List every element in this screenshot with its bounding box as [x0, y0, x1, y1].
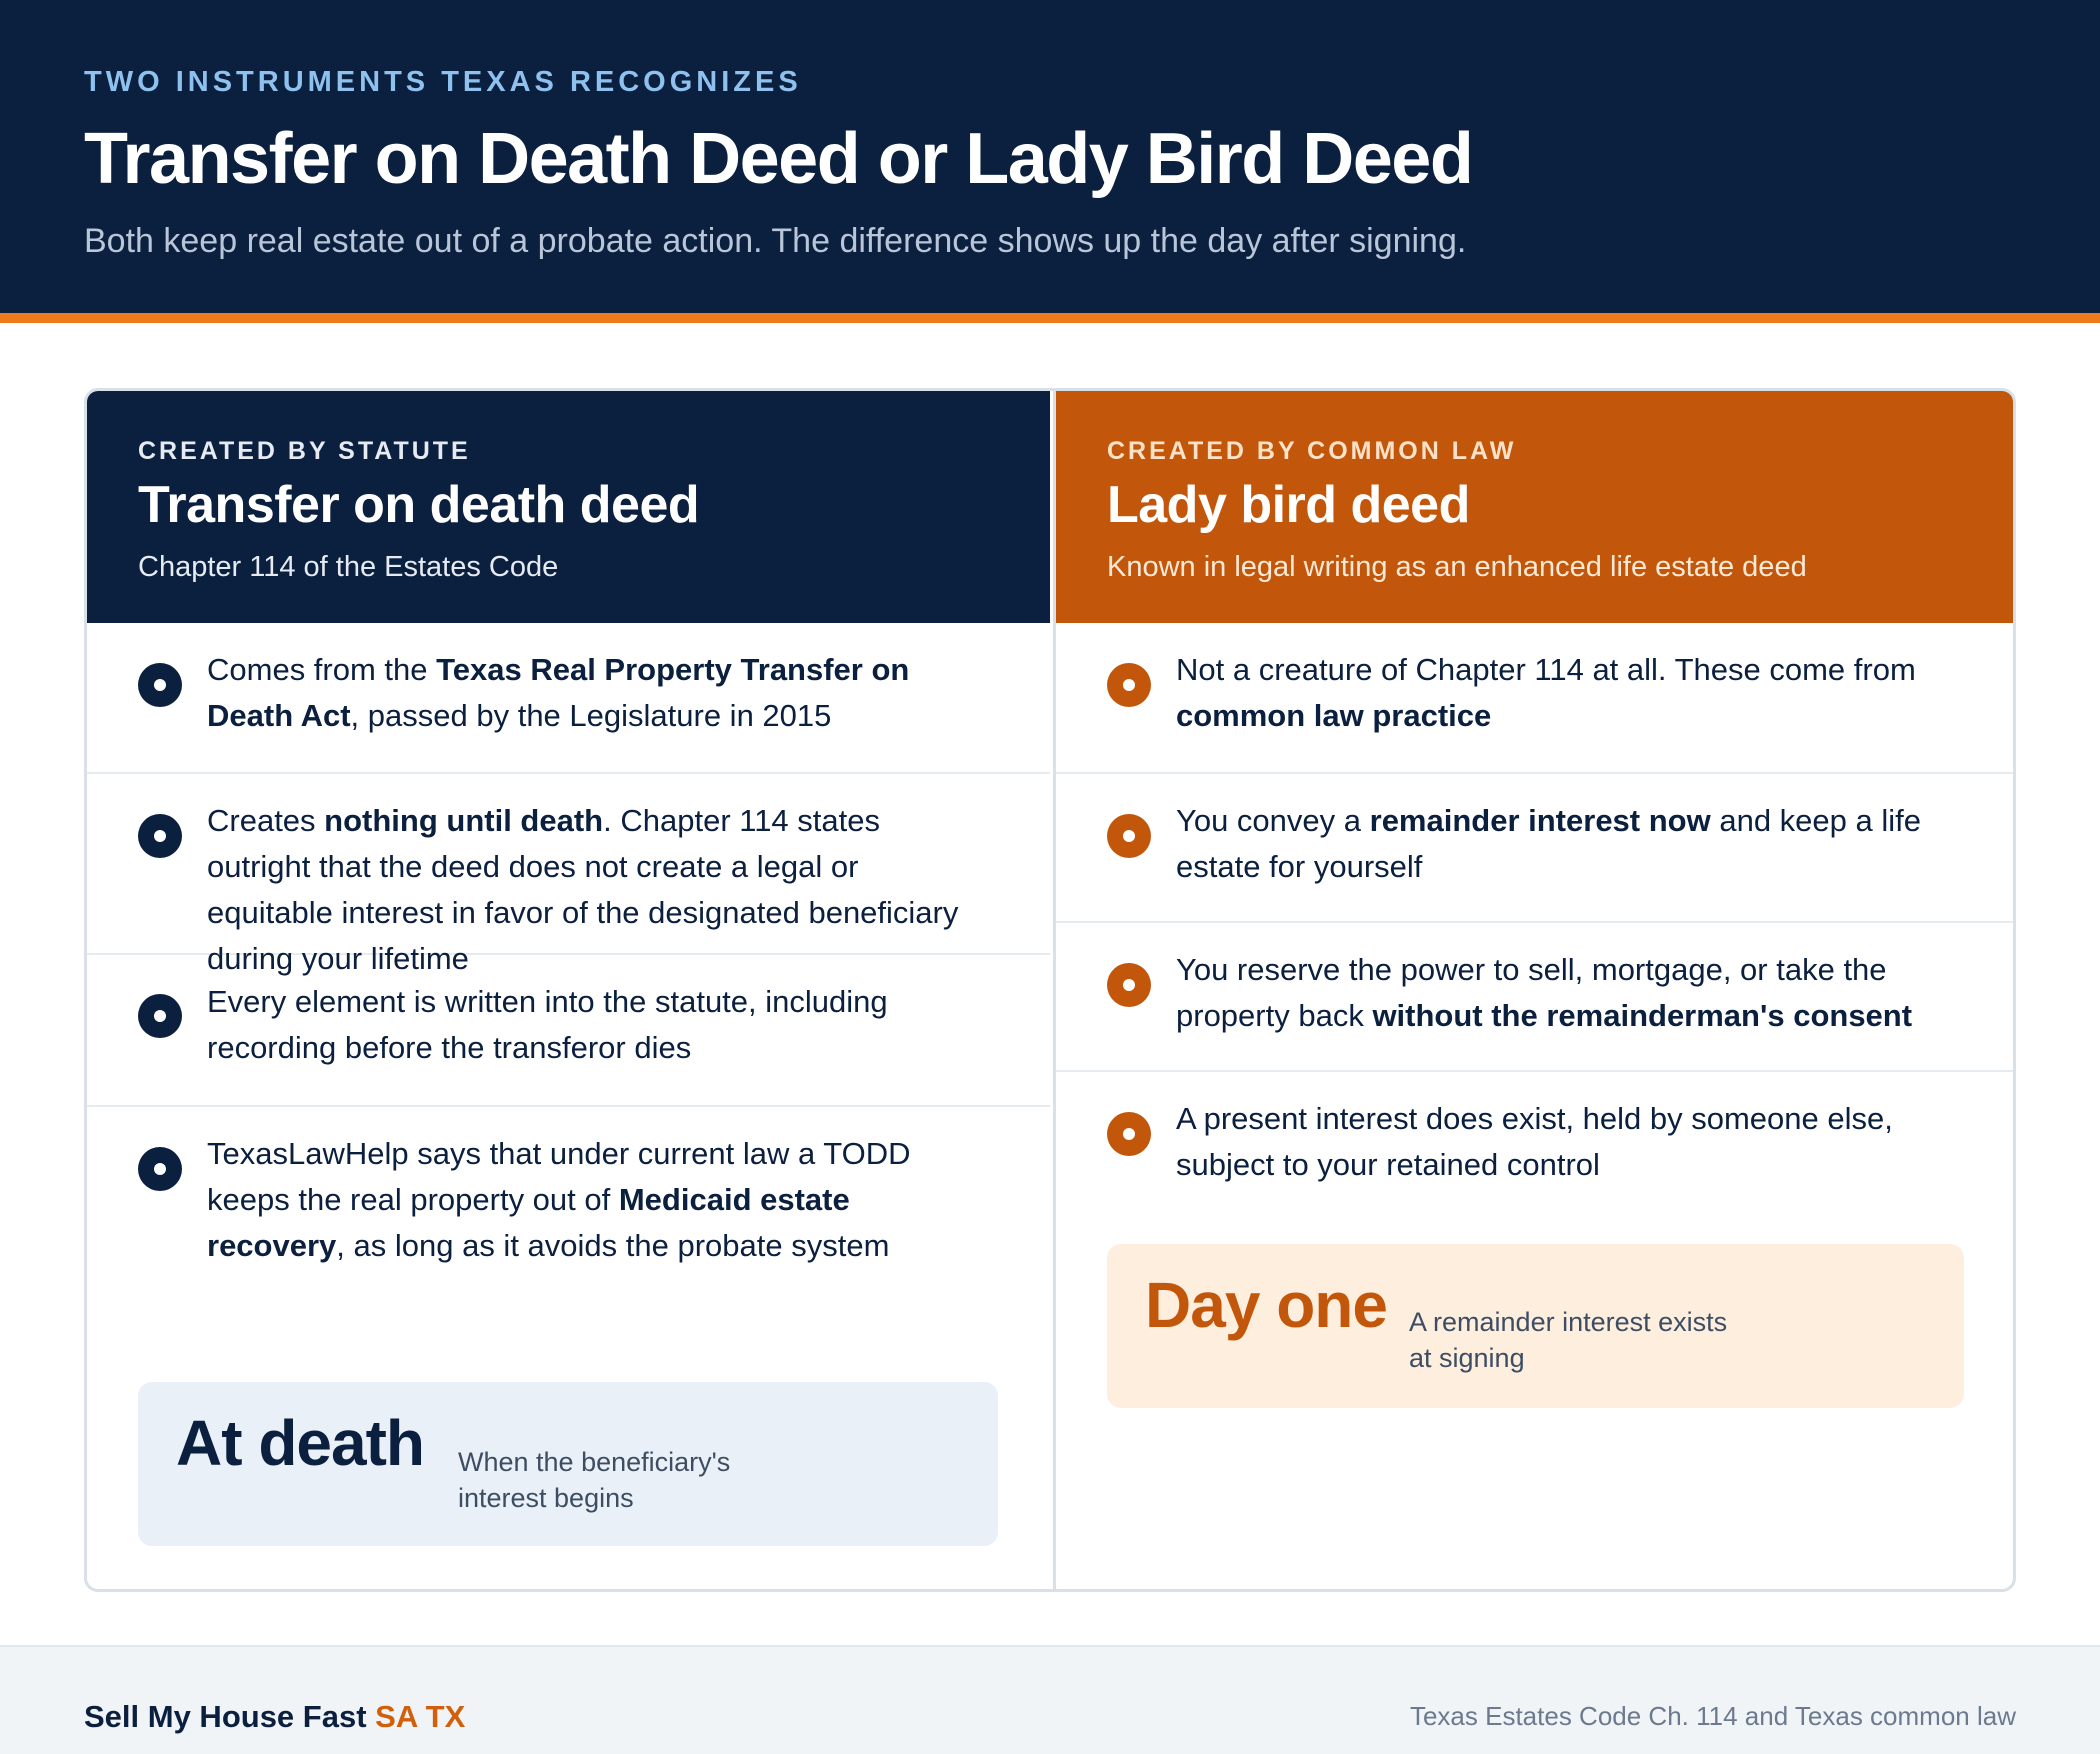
- page-title: Transfer on Death Deed or Lady Bird Deed: [84, 119, 1473, 199]
- bullet-icon: [1107, 814, 1151, 858]
- lady-bird-column: [1056, 391, 2016, 1589]
- list-item-text: Comes from the Texas Real Property Transfer on Death Act, passed by the Legislature in 2015: [207, 652, 910, 733]
- page-footer: [0, 1645, 2100, 1754]
- list-item: [1056, 1072, 2016, 1222]
- list-item: [87, 623, 1050, 774]
- bullet-icon: [138, 814, 182, 858]
- list-item: [1056, 623, 2016, 774]
- todd-column-header: [87, 391, 1050, 623]
- lady-bird-callout-heading: Day one: [1145, 1269, 1387, 1341]
- emphasis-text: nothing until death: [324, 803, 604, 838]
- lady-bird-subtitle: Known in legal writing as an enhanced life estate deed: [1107, 551, 1807, 583]
- list-item: [1056, 774, 2016, 923]
- emphasis-text: without the remainderman's consent: [1372, 998, 1913, 1033]
- todd-callout-heading: At death: [176, 1407, 424, 1479]
- lady-bird-callout: [1107, 1244, 1964, 1408]
- list-item-text: You convey a remainder interest now and keep a life estate for yourself: [1176, 803, 1921, 884]
- list-item-text: A present interest does exist, held by someone else, subject to your retained control: [1176, 1101, 1893, 1182]
- list-item-text: You reserve the power to sell, mortgage, or take the property back without the remainderman's consent: [1176, 952, 1913, 1033]
- list-item: [87, 1107, 1050, 1347]
- emphasis-text: common law practice: [1176, 698, 1492, 733]
- bullet-icon: [1107, 963, 1151, 1007]
- list-item-text: TexasLawHelp says that under current law a TODD keeps the real property out of Medicaid estate recovery, as long as it avoids the probate system: [207, 1136, 911, 1263]
- bullet-icon: [138, 663, 182, 707]
- header-eyebrow: TWO INSTRUMENTS TEXAS RECOGNIZES: [84, 66, 802, 98]
- todd-eyebrow: CREATED BY STATUTE: [138, 437, 471, 465]
- bullet-icon: [1107, 1112, 1151, 1156]
- todd-callout: [138, 1382, 998, 1546]
- emphasis-text: remainder interest now: [1369, 803, 1711, 838]
- emphasis-text: Medicaid estate recovery: [207, 1182, 850, 1263]
- bullet-icon: [138, 994, 182, 1038]
- todd-title: Transfer on death deed: [138, 476, 700, 534]
- emphasis-text: Texas Real Property Transfer on Death Act: [207, 652, 910, 733]
- page-subtitle: Both keep real estate out of a probate action. The difference shows up the day after signing.: [84, 222, 1467, 260]
- brand-main: Sell My House Fast: [84, 1699, 367, 1734]
- bullet-icon: [138, 1147, 182, 1191]
- list-item: [1056, 923, 2016, 1072]
- lady-bird-callout-caption: A remainder interest exists at signing: [1409, 1307, 1728, 1373]
- lady-bird-title: Lady bird deed: [1107, 476, 1470, 534]
- brand-name: [84, 1699, 465, 1735]
- todd-column: [87, 391, 1050, 1589]
- brand-accent: SA TX: [375, 1699, 466, 1734]
- list-item: [87, 774, 1050, 976]
- lady-bird-column-header: [1056, 391, 2016, 623]
- bullet-icon: [1107, 663, 1151, 707]
- header-accent-stripe: [0, 313, 2100, 323]
- list-item-text: Not a creature of Chapter 114 at all. These come from common law practice: [1176, 652, 1916, 733]
- lady-bird-eyebrow: CREATED BY COMMON LAW: [1107, 437, 1517, 465]
- comparison-card: [84, 388, 2016, 1592]
- page-header: [0, 0, 2100, 313]
- todd-subtitle: Chapter 114 of the Estates Code: [138, 551, 559, 583]
- list-item: [87, 955, 1050, 1107]
- list-item-text: Every element is written into the statute, including recording before the transferor dies: [207, 984, 888, 1065]
- source-note: Texas Estates Code Ch. 114 and Texas common law: [1409, 1701, 2016, 1731]
- list-item-text: Creates nothing until death. Chapter 114 states outright that the deed does not create a legal or equitable interest in favor of the designated beneficiary during your lifetime: [207, 803, 959, 976]
- todd-callout-caption: When the beneficiary's interest begins: [458, 1447, 731, 1513]
